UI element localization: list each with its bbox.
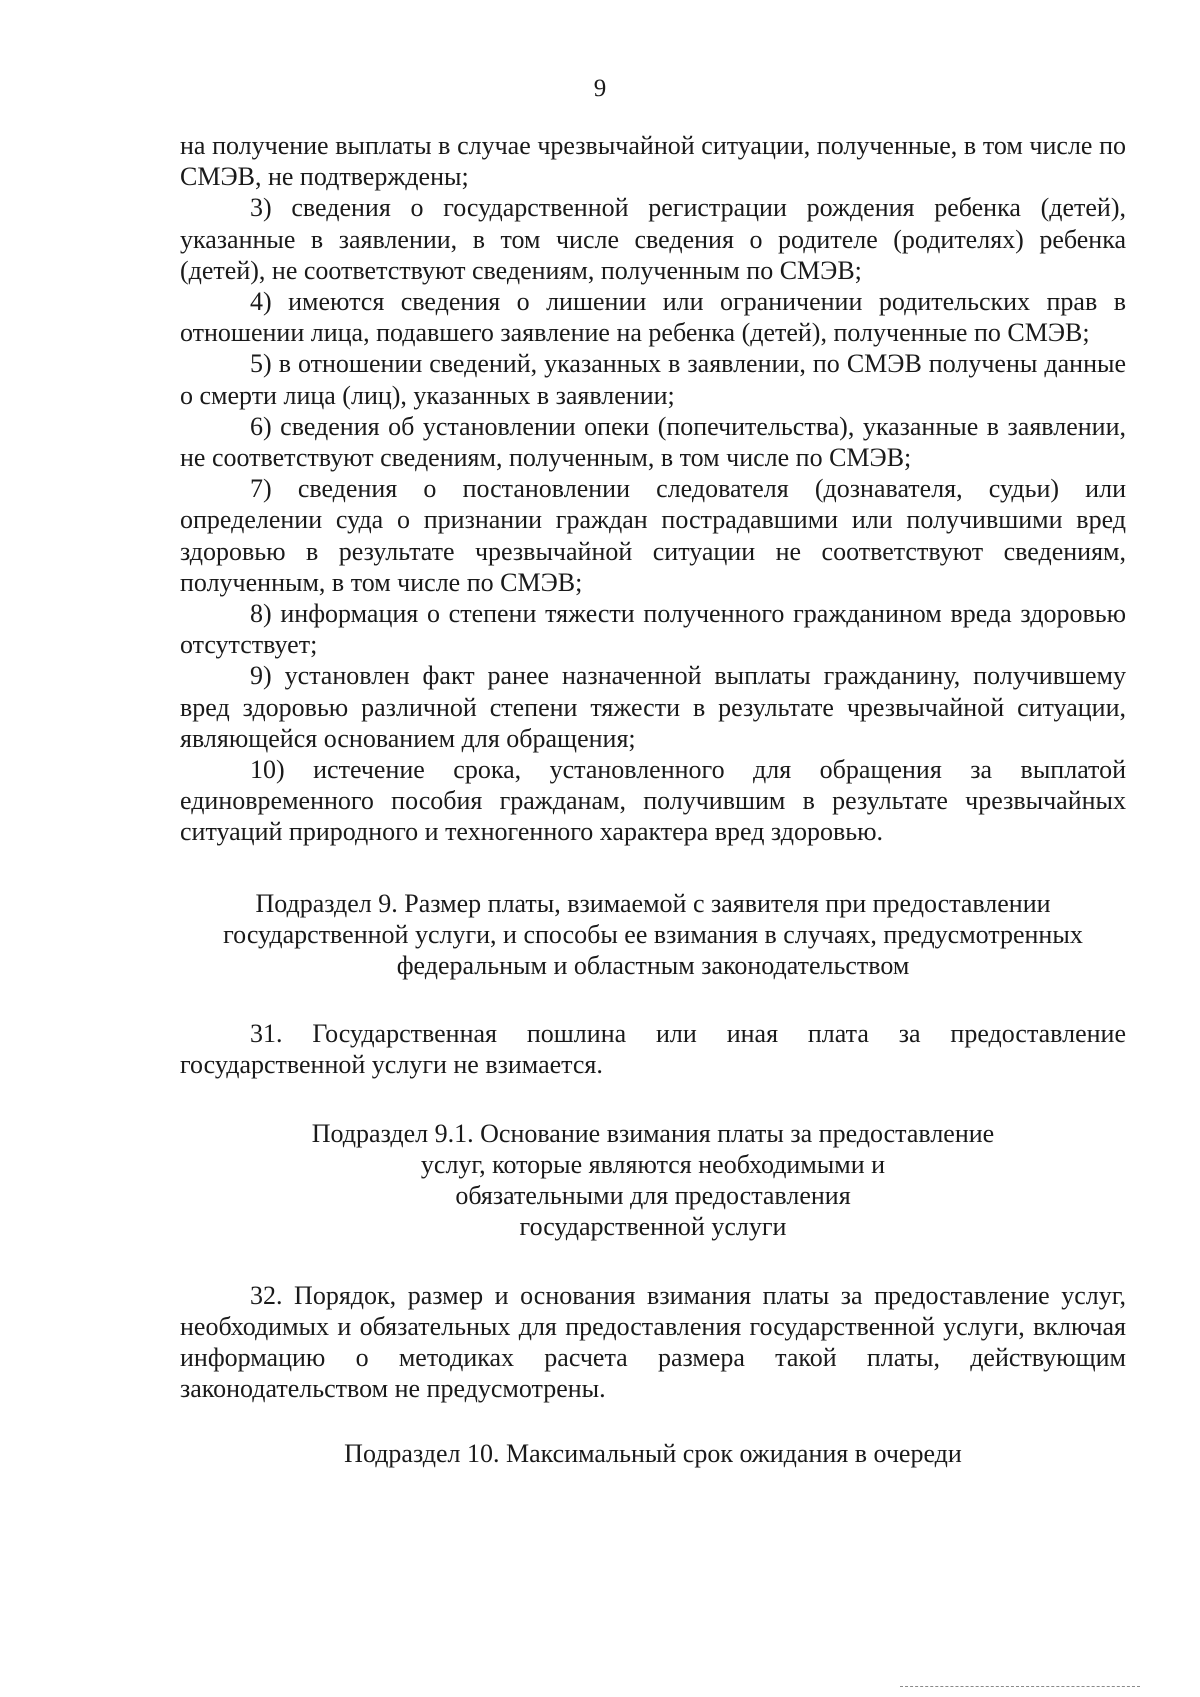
- list-item-5: 5) в отношении сведений, указанных в заявлении, по СМЭВ получены данные о смерти лица (лиц), указанных в заявлении;: [180, 349, 1126, 410]
- heading-line: государственной услуги: [519, 1212, 787, 1242]
- heading-line: услуг, которые являются необходимыми и: [420, 1149, 886, 1179]
- list-item-3: 3) сведения о государственной регистрации рождения ребенка (детей), указанные в заявлении, в том числе сведения о родителе (родителях) ребенка (детей), не соответствуют сведениям, полученным по СМЭВ;: [180, 193, 1126, 285]
- list-item-9: 9) установлен факт ранее назначенной выплаты гражданину, получившему вред здоровью различной степени тяжести в результате чрезвычайной ситуации, являющейся основанием для обращения;: [180, 661, 1126, 753]
- list-item-4: 4) имеются сведения о лишении или ограничении родительских прав в отношении лица, подавшего заявление на ребенка (детей), полученные по СМЭВ;: [180, 287, 1126, 348]
- list-item-8: 8) информация о степени тяжести полученного гражданином вреда здоровью отсутствует;: [180, 599, 1126, 660]
- paragraph-32: 32. Порядок, размер и основания взимания платы за предоставление услуг, необходимых и обязательных для предоставления государственной услуги, включая информацию о методиках расчета размера такой платы, действующим законодательством не предусмотрены.: [180, 1280, 1126, 1404]
- heading-line: государственной услуги, и способы ее взимания в случаях, предусмотренных: [223, 919, 1083, 949]
- subsection-10-heading: [180, 1438, 1126, 1469]
- heading-line: Подраздел 10. Максимальный срок ожидания в очереди: [344, 1439, 962, 1469]
- list-item-7: 7) сведения о постановлении следователя (дознавателя, судьи) или определении суда о признании граждан пострадавшими или получившими вред здоровью в результате чрезвычайной ситуации не соответствуют сведениям, полученным, в том числе по СМЭВ;: [180, 474, 1126, 597]
- heading-line: Подраздел 9.1. Основание взимания платы за предоставление: [311, 1118, 995, 1148]
- heading-line: федеральным и областным законодательством: [396, 951, 910, 981]
- subsection-9-1-heading: [180, 1118, 1126, 1243]
- page-content: [180, 130, 1126, 1470]
- paragraph-continuation: на получение выплаты в случае чрезвычайной ситуации, полученные, в том числе по СМЭВ, не подтверждены;: [180, 131, 1126, 192]
- list-item-10: 10) истечение срока, установленного для обращения за выплатой единовременного пособия гражданам, получившим в результате чрезвычайных ситуаций природного и техногенного характера вред здоровью.: [180, 755, 1126, 847]
- heading-line: обязательными для предоставления: [455, 1181, 851, 1211]
- heading-line: Подраздел 9. Размер платы, взимаемой с заявителя при предоставлении: [255, 888, 1051, 918]
- paragraph-31: 31. Государственная пошлина или иная плата за предоставление государственной услуги не взимается.: [180, 1019, 1126, 1080]
- bottom-divider: [900, 1686, 1140, 1687]
- list-item-6: 6) сведения об установлении опеки (попечительства), указанные в заявлении, не соответствуют сведениям, полученным, в том числе по СМЭВ;: [180, 411, 1126, 473]
- page-number: 9: [593, 75, 607, 102]
- subsection-9-heading: [180, 888, 1126, 982]
